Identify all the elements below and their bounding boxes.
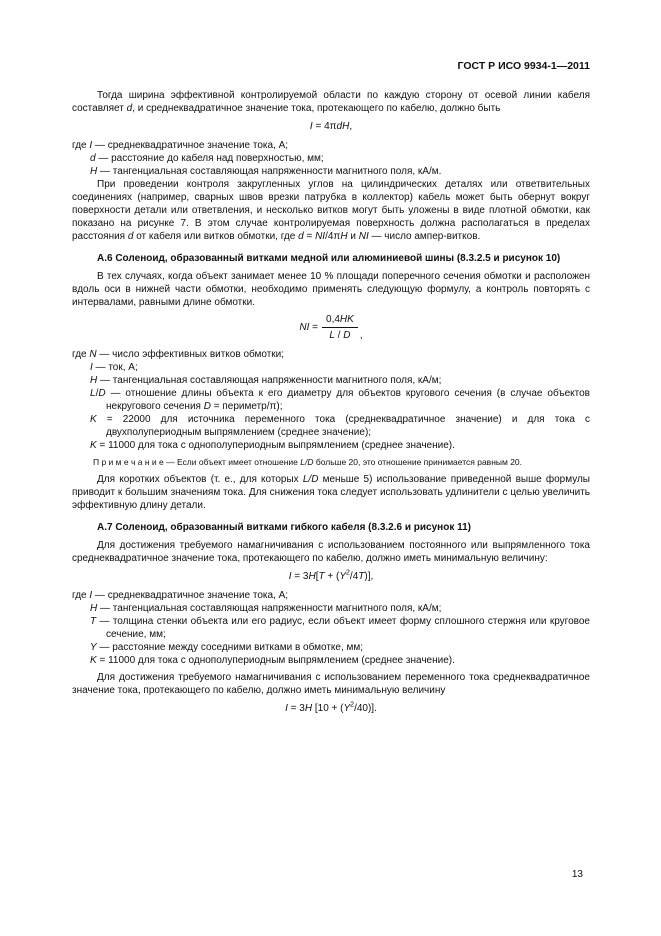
formula-fraction [72, 313, 590, 342]
formula-row [299, 313, 362, 342]
section-heading-a7: А.7 Соленоид, образованный витками гибкого кабеля (8.3.2.6 и рисунок 11) [97, 522, 472, 533]
formula: I = 4πdH, [309, 121, 353, 132]
definition-item: H — тангенциальная составляющая напряженности магнитного поля, кА/м; [90, 603, 442, 614]
paragraph: Для коротких объектов (т. е., для которых L/D меньше 5) использование приведенной выше формулы приводит к большим значениям тока. Для снижения тока следует использовать удлинители с целью увеличить эффективную длину детали. [72, 474, 590, 511]
definition-list [72, 589, 590, 667]
definition-item: K = 11000 для тока с однополупериодным выпрямлением (среднее значение). [90, 440, 455, 451]
definition-item: L/D — отношение длины объекта к его диаметру для объектов кругового сечения (в случае объектов некругового сечения D = периметр/π); [90, 388, 590, 412]
doc-number: ГОСТ Р ИСО 9934-1—2011 [457, 60, 590, 72]
note: П р и м е ч а н и е — Если объект имеет отношение L/D больше 20, это отношение принимается равным 20. [93, 457, 523, 467]
paragraph: Для достижения требуемого намагничивания с использованием переменного тока среднеквадратичное значение тока, протекающего по кабелю, должно иметь минимальную величину [72, 672, 590, 696]
page-number: 13 [571, 869, 583, 880]
formula-lhs: NI = [299, 322, 319, 333]
formula: I = 3H $[10 + (Y^2/40)]$. [285, 701, 377, 714]
definition-item: где N — число эффективных витков обмотки; [72, 349, 285, 360]
formula-tail: , [359, 330, 363, 341]
definition-item: H — тангенциальная составляющая напряженности магнитного поля, кА/м. [90, 166, 442, 177]
definition-item: Y — расстояние между соседними витками в обмотке, мм; [90, 642, 364, 653]
fraction-denominator: L / D [329, 330, 351, 341]
definition-item: H — тангенциальная составляющая напряженности магнитного поля, кА/м; [90, 375, 442, 386]
paragraph: Для достижения требуемого намагничивания с использованием постоянного или выпрямленного тока среднеквадратичное значение тока, протекающего по кабелю, должно иметь минимальную величину: [72, 540, 590, 564]
definition-list [72, 139, 590, 178]
definition-list [72, 348, 590, 452]
paragraph: В тех случаях, когда объект занимает менее 10 % площади поперечного сечения обмотки и расположен вдоль оси в нижней части обмотки, необходимо применять следующую формулу, а контроль повторять с интервалами, равными длине обмотки. [72, 271, 590, 308]
definition-item: d — расстояние до кабеля над поверхностью, мм; [90, 153, 324, 164]
paragraph: При проведении контроля закругленных углов на цилиндрических деталях или ответвительных соединениях (например, сварных швов врезки патрубка в коллектор) кабель может быть обернут вокруг поверхности детали или ответвления, и несколько витков могут быть уложены в виде плотной обмотки, как показано на рисунке 7. В этом случае контролируемая поверхность должна располагаться в пределах расстояния d от кабеля или витков обмотки, где d = NI/4πH и NI — число ампер-витков. [72, 179, 590, 242]
fraction [322, 313, 358, 342]
section-heading-a6: А.6 Соленоид, образованный витками медной или алюминиевой шины (8.3.2.5 и рисунок 10) [97, 253, 561, 264]
paragraph: Тогда ширина эффективной контролируемой области по каждую сторону от осевой линии кабеля составляет d, и среднеквадратичное значение тока, протекающего по кабелю, должно быть [72, 90, 590, 114]
definition-item: T — толщина стенки объекта или его радиус, если объект имеет форму сплошного стержня или круговое сечение, мм; [90, 616, 590, 640]
definition-item: K = 11000 для тока с однополупериодным выпрямлением (среднее значение). [90, 655, 455, 666]
document-body [72, 89, 590, 715]
definition-item: где I — среднеквадратичное значение тока, А; [72, 590, 289, 601]
fraction-numerator: 0,4HK [322, 313, 358, 328]
formula: $I = 3H[T + (Y^2/4T)]$, [288, 569, 374, 582]
definition-item: K = 22000 для источника переменного тока (среднеквадратичное значение) и для тока с двухполупериодным выпрямлением (среднее значение); [90, 414, 590, 438]
definition-item: где I — среднеквадратичное значение тока, А; [72, 140, 289, 151]
definition-item: I — ток, А; [90, 362, 138, 373]
